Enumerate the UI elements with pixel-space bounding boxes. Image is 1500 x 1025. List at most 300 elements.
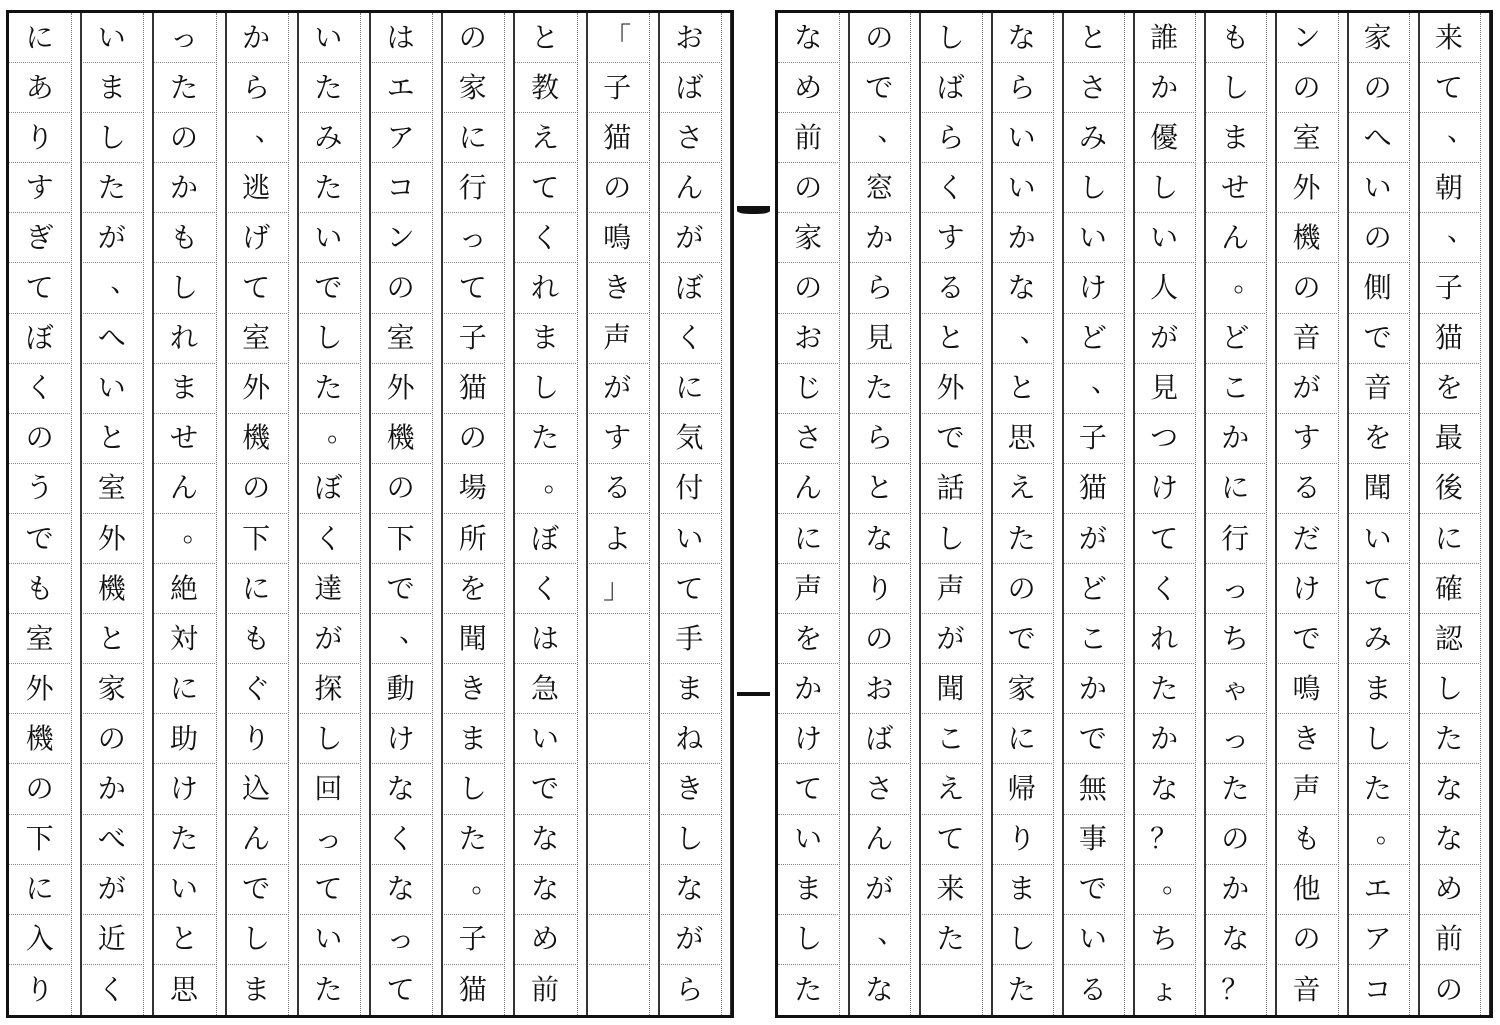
manuscript-cell: た — [1348, 765, 1408, 815]
manuscript-cell: ら — [226, 63, 287, 113]
manuscript-cell: な — [992, 13, 1052, 63]
manuscript-cell: あ — [9, 63, 70, 113]
manuscript-cell: ら — [920, 113, 980, 163]
manuscript-cell: を — [778, 614, 838, 664]
manuscript-cell: ま — [778, 865, 838, 915]
manuscript-cell — [587, 664, 648, 714]
column-cells — [226, 13, 299, 1015]
manuscript-cell: し — [920, 514, 980, 564]
manuscript-cell: 気 — [659, 414, 720, 464]
manuscript-cell: く — [97, 972, 126, 1006]
manuscript-cell: 他 — [1276, 865, 1336, 915]
manuscript-cell: 認 — [1419, 614, 1479, 664]
gutter-divider-mark — [737, 692, 770, 696]
column-cells — [992, 13, 1064, 1015]
manuscript-cell: う — [9, 464, 70, 514]
manuscript-cell: も — [1205, 13, 1265, 63]
manuscript-cell: 外 — [9, 664, 70, 714]
column-cells — [514, 13, 587, 1015]
manuscript-cell: な — [1419, 815, 1479, 865]
manuscript-cell: た — [1134, 664, 1194, 714]
manuscript-cell: 鳴 — [1276, 664, 1336, 714]
manuscript-cell: 猫 — [587, 113, 648, 163]
manuscript-cell: え — [514, 113, 575, 163]
column-cells — [81, 13, 154, 1015]
manuscript-cell: て — [1348, 564, 1408, 614]
manuscript-cell: た — [920, 915, 980, 965]
manuscript-cell: 音 — [1348, 364, 1408, 414]
manuscript-cell: で — [226, 865, 287, 915]
manuscript-cell: か — [778, 664, 838, 714]
manuscript-cell: た — [442, 815, 503, 865]
manuscript-cell: お — [659, 13, 720, 63]
manuscript-cell — [587, 865, 648, 915]
manuscript-cell: ん — [1205, 213, 1265, 263]
manuscript-cell: 機 — [1276, 213, 1336, 263]
manuscript-cell: ア — [370, 113, 431, 163]
manuscript-cell: の — [9, 414, 70, 464]
column-cells — [9, 13, 82, 1015]
manuscript-cell: し — [1134, 163, 1194, 213]
manuscript-cell: た — [1419, 714, 1479, 764]
manuscript-cell: て — [386, 972, 415, 1006]
manuscript-cell: ら — [849, 264, 909, 314]
manuscript-cell: し — [778, 915, 838, 965]
manuscript-cell: の — [1276, 63, 1336, 113]
manuscript-cell: こ — [1063, 614, 1123, 664]
manuscript-cell: 逃 — [226, 163, 287, 213]
manuscript-cell: て — [1419, 63, 1479, 113]
manuscript-cell: い — [659, 514, 720, 564]
manuscript-cell: く — [298, 514, 359, 564]
manuscript-cell: が — [587, 364, 648, 414]
manuscript-cell: な — [992, 264, 1052, 314]
manuscript-cell: 。 — [442, 865, 503, 915]
manuscript-cell: け — [778, 714, 838, 764]
manuscript-cell: 手 — [659, 614, 720, 664]
manuscript-cell: の — [442, 13, 503, 63]
manuscript-cell: 声 — [920, 564, 980, 614]
manuscript-cell — [587, 915, 648, 965]
manuscript-cell: 助 — [153, 714, 214, 764]
column-cells — [1063, 13, 1135, 1015]
manuscript-cell: 子 — [1063, 414, 1123, 464]
manuscript-cell — [587, 714, 648, 764]
column-cells — [849, 13, 921, 1015]
column-cells — [1134, 13, 1206, 1015]
manuscript-cell: 来 — [1419, 13, 1479, 63]
manuscript-cell: き — [1276, 714, 1336, 764]
manuscript-cell: 優 — [1134, 113, 1194, 163]
manuscript-cell: 室 — [81, 464, 142, 514]
manuscript-cell: で — [849, 63, 909, 113]
manuscript-cell: す — [920, 213, 980, 263]
manuscript-cell: お — [778, 314, 838, 364]
manuscript-cell: め — [778, 63, 838, 113]
manuscript-cell: ゃ — [1205, 664, 1265, 714]
manuscript-cell: 猫 — [458, 972, 487, 1006]
manuscript-cell: と — [514, 13, 575, 63]
manuscript-cell: み — [298, 113, 359, 163]
manuscript-cell: す — [9, 163, 70, 213]
manuscript-cell: け — [1134, 464, 1194, 514]
manuscript-cell: を — [442, 564, 503, 614]
manuscript-cell: 、 — [1419, 113, 1479, 163]
manuscript-cell: さ — [1063, 63, 1123, 113]
manuscript-cell: ぼ — [514, 514, 575, 564]
manuscript-cell: ち — [1134, 915, 1194, 965]
manuscript-cell: が — [1276, 364, 1336, 414]
manuscript-cell: ま — [81, 63, 142, 113]
manuscript-cell: く — [659, 314, 720, 364]
manuscript-cell: く — [370, 815, 431, 865]
manuscript-cell: 。 — [1348, 815, 1408, 865]
manuscript-cell: も — [226, 614, 287, 664]
center-gutter — [734, 10, 775, 1018]
manuscript-cell: の — [1348, 63, 1408, 113]
manuscript-cell: だ — [1276, 514, 1336, 564]
manuscript-cell: ぎ — [9, 213, 70, 263]
manuscript-cell: ン — [370, 213, 431, 263]
manuscript-cell: で — [9, 514, 70, 564]
manuscript-cell: い — [514, 714, 575, 764]
manuscript-cell: か — [1134, 714, 1194, 764]
manuscript-cell: ね — [659, 714, 720, 764]
manuscript-cell: 最 — [1419, 414, 1479, 464]
manuscript-cell: た — [153, 815, 214, 865]
manuscript-cell: け — [1063, 264, 1123, 314]
manuscript-cell: る — [1078, 972, 1107, 1006]
manuscript-cell: も — [9, 564, 70, 614]
manuscript-cell: し — [514, 364, 575, 414]
manuscript-cell: 家 — [442, 63, 503, 113]
manuscript-cell: ば — [849, 714, 909, 764]
manuscript-cell: が — [659, 915, 720, 965]
manuscript-cell: エ — [1348, 865, 1408, 915]
manuscript-cell: 教 — [514, 63, 575, 113]
manuscript-cell: く — [1134, 564, 1194, 614]
manuscript-cell: の — [778, 163, 838, 213]
manuscript-cell: ん — [153, 464, 214, 514]
manuscript-cell: げ — [226, 213, 287, 263]
manuscript-cell: の — [1276, 915, 1336, 965]
manuscript-cell: き — [659, 765, 720, 815]
manuscript-cell: せ — [1205, 163, 1265, 213]
manuscript-cell: に — [992, 714, 1052, 764]
manuscript-cell: り — [849, 564, 909, 614]
manuscript-cell: な — [659, 865, 720, 915]
manuscript-cell: き — [442, 664, 503, 714]
manuscript-cell: か — [1205, 865, 1265, 915]
manuscript-cell: 室 — [9, 614, 70, 664]
manuscript-cell: こ — [1205, 364, 1265, 414]
manuscript-cell: ？ — [1134, 815, 1194, 865]
manuscript-cell: 無 — [1063, 765, 1123, 815]
manuscript-cell: て — [298, 865, 359, 915]
manuscript-cell: 、 — [992, 314, 1052, 364]
manuscript-cell: た — [514, 414, 575, 464]
manuscript-cell — [587, 815, 648, 865]
manuscript-cell: 下 — [9, 815, 70, 865]
manuscript-cell: コ — [370, 163, 431, 213]
manuscript-cell: 朝 — [1419, 163, 1479, 213]
manuscript-cell: 下 — [370, 514, 431, 564]
column-cells — [778, 13, 850, 1015]
manuscript-cell: も — [153, 213, 214, 263]
manuscript-cell: さ — [849, 765, 909, 815]
manuscript-cell: さ — [659, 113, 720, 163]
manuscript-cell: い — [1063, 915, 1123, 965]
manuscript-cell: 急 — [514, 664, 575, 714]
manuscript-cell: で — [298, 264, 359, 314]
manuscript-cell: か — [1205, 414, 1265, 464]
manuscript-cell: 達 — [298, 564, 359, 614]
manuscript-cell: 猫 — [442, 364, 503, 414]
manuscript-cell: ど — [1063, 564, 1123, 614]
manuscript-cell: の — [1434, 972, 1463, 1006]
manuscript-cell: 所 — [442, 514, 503, 564]
manuscript-cell: け — [1276, 564, 1336, 614]
manuscript-cell: ぼ — [298, 464, 359, 514]
manuscript-cell: ら — [675, 972, 704, 1006]
manuscript-cell: け — [153, 765, 214, 815]
manuscript-cell: に — [153, 664, 214, 714]
manuscript-cell: へ — [81, 314, 142, 364]
manuscript-cell: か — [81, 765, 142, 815]
manuscript-cell: に — [442, 113, 503, 163]
manuscript-cell: 機 — [9, 714, 70, 764]
manuscript-cell: で — [370, 564, 431, 614]
manuscript-cell: て — [442, 264, 503, 314]
manuscript-cell: 下 — [226, 514, 287, 564]
manuscript-cell: せ — [153, 414, 214, 464]
manuscript-cell: の — [370, 464, 431, 514]
manuscript-cell: 探 — [298, 664, 359, 714]
manuscript-cell: た — [298, 364, 359, 414]
column-cells — [1419, 13, 1490, 1015]
manuscript-cell: 。 — [1134, 865, 1194, 915]
manuscript-cell — [587, 965, 648, 1015]
manuscript-cell: れ — [153, 314, 214, 364]
manuscript-cell: 見 — [849, 314, 909, 364]
manuscript-cell: が — [1134, 314, 1194, 364]
manuscript-cell: ょ — [1150, 972, 1179, 1006]
manuscript-cell: し — [1063, 163, 1123, 213]
manuscript-cell: ど — [1063, 314, 1123, 364]
manuscript-cell: ば — [659, 63, 720, 113]
manuscript-cell: も — [1276, 815, 1336, 865]
manuscript-cell: ア — [1348, 915, 1408, 965]
manuscript-cell: に — [1419, 514, 1479, 564]
manuscript-cell: た — [314, 972, 343, 1006]
manuscript-cell: な — [514, 865, 575, 915]
manuscript-cell: 子 — [442, 915, 503, 965]
manuscript-cell: 対 — [153, 614, 214, 664]
manuscript-cell: 聞 — [1348, 464, 1408, 514]
manuscript-cell: 聞 — [442, 614, 503, 664]
manuscript-cell: 思 — [992, 414, 1052, 464]
manuscript-cell: か — [226, 13, 287, 63]
manuscript-cell: の — [81, 714, 142, 764]
manuscript-cell: る — [1276, 464, 1336, 514]
column-cells — [1205, 13, 1277, 1015]
manuscript-cell: 込 — [226, 765, 287, 815]
manuscript-cell: 鳴 — [587, 213, 648, 263]
manuscript-cell: 来 — [920, 865, 980, 915]
manuscript-cell: の — [1348, 213, 1408, 263]
manuscript-cell: じ — [778, 364, 838, 414]
manuscript-cell: 声 — [1276, 765, 1336, 815]
manuscript-cell: 猫 — [1063, 464, 1123, 514]
manuscript-cell: し — [992, 915, 1052, 965]
manuscript-cell: し — [1348, 714, 1408, 764]
manuscript-cell: 外 — [1276, 163, 1336, 213]
manuscript-cell: る — [587, 464, 648, 514]
manuscript-cell: 「 — [587, 13, 648, 63]
column-cells — [442, 13, 515, 1015]
manuscript-cell: な — [849, 514, 909, 564]
manuscript-cell: か — [1063, 664, 1123, 714]
manuscript-cell: た — [153, 63, 214, 113]
manuscript-cell: の — [153, 113, 214, 163]
manuscript-cell: 家 — [992, 664, 1052, 714]
manuscript-cell: な — [514, 815, 575, 865]
manuscript-cell: い — [992, 113, 1052, 163]
column-cells — [1348, 13, 1420, 1015]
manuscript-cell: 思 — [169, 972, 198, 1006]
manuscript-cell — [587, 614, 648, 664]
manuscript-cell: え — [992, 464, 1052, 514]
manuscript-cell: け — [370, 714, 431, 764]
manuscript-cell: 室 — [370, 314, 431, 364]
manuscript-cell: つ — [1134, 414, 1194, 464]
manuscript-cell: い — [1348, 163, 1408, 213]
manuscript-cell: い — [1348, 514, 1408, 564]
manuscript-cell: 、 — [1063, 364, 1123, 414]
manuscript-cell: で — [1063, 714, 1123, 764]
manuscript-cell: 近 — [81, 915, 142, 965]
manuscript-cell: べ — [81, 815, 142, 865]
manuscript-cell: ま — [442, 714, 503, 764]
left-page — [6, 10, 734, 1018]
manuscript-cell: な — [1134, 765, 1194, 815]
manuscript-cell: ん — [778, 464, 838, 514]
manuscript-cell: コ — [1363, 972, 1392, 1006]
manuscript-cell: し — [298, 314, 359, 364]
manuscript-cell: え — [920, 765, 980, 815]
manuscript-cell: て — [920, 815, 980, 865]
manuscript-cell: っ — [1205, 714, 1265, 764]
manuscript-cell: 外 — [370, 364, 431, 414]
manuscript-cell: 室 — [226, 314, 287, 364]
manuscript-cell: と — [81, 614, 142, 664]
manuscript-cell: が — [1063, 514, 1123, 564]
manuscript-cell: ま — [1348, 664, 1408, 714]
manuscript-cell: ど — [1205, 314, 1265, 364]
manuscript-cell: 室 — [1276, 113, 1336, 163]
manuscript-cell: 窓 — [849, 163, 909, 213]
manuscript-cell: す — [1276, 414, 1336, 464]
manuscript-cell: と — [920, 314, 980, 364]
manuscript-cell: 声 — [778, 564, 838, 614]
manuscript-cell: な — [370, 765, 431, 815]
manuscript-cell: い — [1063, 213, 1123, 263]
manuscript-cell: 機 — [81, 564, 142, 614]
manuscript-cell: い — [81, 364, 142, 414]
manuscript-cell: ま — [1205, 113, 1265, 163]
manuscript-cell: ？ — [1221, 972, 1250, 1006]
manuscript-cell: り — [25, 972, 54, 1006]
manuscript-cell: 音 — [1292, 972, 1321, 1006]
manuscript-cell: っ — [442, 213, 503, 263]
manuscript-cell: い — [298, 13, 359, 63]
manuscript-cell: し — [442, 765, 503, 815]
manuscript-cell: し — [298, 714, 359, 764]
manuscript-cell: 声 — [587, 314, 648, 364]
manuscript-cell: へ — [1348, 113, 1408, 163]
manuscript-cell: い — [1134, 213, 1194, 263]
manuscript-cell: し — [226, 915, 287, 965]
manuscript-cell: と — [849, 464, 909, 514]
manuscript-cell: と — [992, 364, 1052, 414]
manuscript-cell: で — [992, 614, 1052, 664]
manuscript-cell: 付 — [659, 464, 720, 514]
manuscript-cell: の — [992, 564, 1052, 614]
manuscript-cell: よ — [587, 514, 648, 564]
manuscript-cell: 。 — [298, 414, 359, 464]
manuscript-cell — [920, 965, 980, 1015]
manuscript-cell: 、 — [226, 113, 287, 163]
manuscript-cell: く — [920, 163, 980, 213]
manuscript-cell: 、 — [1419, 213, 1479, 263]
manuscript-cell: い — [298, 915, 359, 965]
manuscript-cell: 行 — [1205, 514, 1265, 564]
manuscript-cell: る — [920, 264, 980, 314]
manuscript-cell: な — [370, 865, 431, 915]
manuscript-cell: 見 — [1134, 364, 1194, 414]
manuscript-cell: た — [992, 514, 1052, 564]
manuscript-cell: ら — [992, 63, 1052, 113]
manuscript-cell: 人 — [1134, 264, 1194, 314]
manuscript-cell: 子 — [1419, 264, 1479, 314]
manuscript-cell: は — [514, 614, 575, 664]
manuscript-cell: 行 — [442, 163, 503, 213]
manuscript-cell: ん — [659, 163, 720, 213]
manuscript-cell: し — [659, 815, 720, 865]
manuscript-cell: エ — [370, 63, 431, 113]
column-cells — [1276, 13, 1348, 1015]
manuscript-cell: 音 — [1276, 314, 1336, 364]
manuscript-cell: の — [9, 765, 70, 815]
manuscript-cell: な — [778, 13, 838, 63]
manuscript-cell: が — [849, 865, 909, 915]
manuscript-cell: く — [514, 564, 575, 614]
manuscript-cell: と — [1063, 13, 1123, 63]
manuscript-cell: を — [1419, 364, 1479, 414]
manuscript-cell: 、 — [849, 915, 909, 965]
manuscript-cell: 外 — [81, 514, 142, 564]
manuscript-cell: み — [1348, 614, 1408, 664]
manuscript-cell: こ — [920, 714, 980, 764]
manuscript-cell: に — [659, 364, 720, 414]
manuscript-cell: ま — [992, 865, 1052, 915]
manuscript-cell: で — [1348, 314, 1408, 364]
manuscript-cell: く — [514, 213, 575, 263]
manuscript-cell: に — [9, 865, 70, 915]
manuscript-cell: に — [1205, 464, 1265, 514]
manuscript-cell: 場 — [442, 464, 503, 514]
manuscript-cell: か — [1134, 63, 1194, 113]
